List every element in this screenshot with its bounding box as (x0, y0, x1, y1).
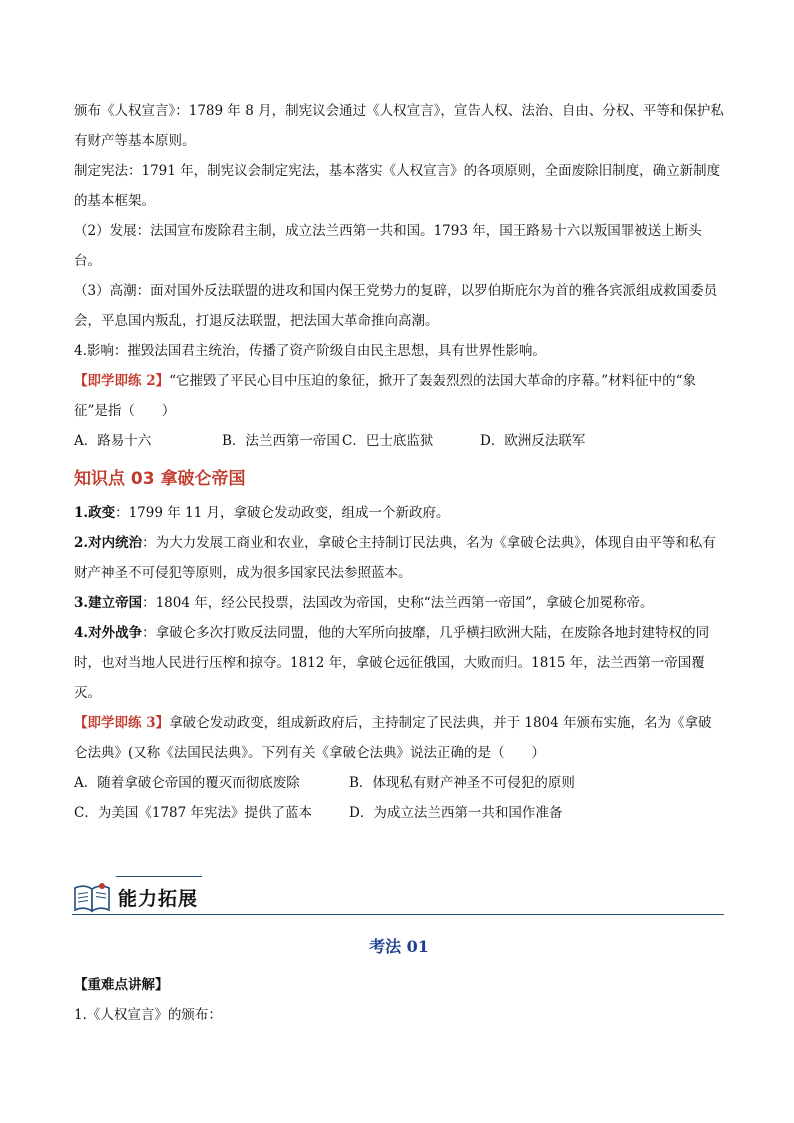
key-point-1: 1.《人权宣言》的颁布： (74, 1007, 222, 1023)
item-text: ：拿破仑多次打败反法同盟，他的大军所向披靡，几乎横扫欧洲大陆，在废除各地封建特权的同时，也对当地人民进行压榨和掠夺。1812 年，拿破仑远征俄国，大败而归。1815 年，法兰西第一帝国覆灭。 (74, 625, 710, 701)
item-label: 2.对内统治 (74, 535, 143, 551)
paragraph-impact: 4.影响：摧毁法国君主统治，传播了资产阶级自由民主思想，具有世界性影响。 (74, 343, 546, 359)
section-item-coup (74, 498, 724, 528)
method-title: 考法 01 (369, 937, 429, 956)
item-label: 4.对外战争 (74, 625, 143, 641)
ability-title: 能力拓展 (118, 888, 199, 910)
practice-2-options (74, 426, 724, 456)
option-d[interactable]: D．欧洲反法联军 (480, 433, 586, 449)
practice-2-text: “它摧毁了平民心目中压迫的象征，掀开了轰轰烈烈的法国大革命的序幕。”材料征中的“象征”是指（ ） (74, 373, 697, 419)
ability-banner (72, 876, 724, 918)
paragraph-climax: （3）高潮：面对国外反法联盟的进攻和国内保王党势力的复辟，以罗伯斯庇尔为首的雅各宾派组成救国委员会，平息国内叛乱，打退反法联盟，把法国大革命推向高潮。 (74, 283, 718, 329)
section-item-empire (74, 588, 724, 618)
option-c[interactable]: C．巴士底监狱 (342, 433, 434, 449)
item-label: 3.建立帝国 (74, 595, 143, 611)
open-book-icon (72, 880, 112, 914)
key-points-label: 【重难点讲解】 (74, 977, 169, 993)
practice-3-text: 拿破仑发动政变，组成新政府后，主持制定了民法典，并于 1804 年颁布实施，名为《拿破仑法典》(又称《法国民法典》。下列有关《拿破仑法典》说法正确的是（ ） (74, 715, 712, 761)
item-label: 1.政变 (74, 505, 116, 521)
practice-3-options-row1 (74, 768, 724, 798)
key-points (74, 970, 724, 1030)
banner-top-line (116, 876, 202, 877)
option-b[interactable]: B．体现私有财产神圣不可侵犯的原则 (349, 775, 575, 791)
section-item-domestic (74, 528, 724, 588)
banner-bottom-line (72, 914, 724, 915)
item-text: ：1804 年，经公民投票，法国改为帝国，史称“法兰西第一帝国”，拿破仑加冕称帝。 (142, 595, 654, 611)
section-title-napoleon: 知识点 03 拿破仑帝国 (74, 469, 246, 489)
practice-2-question (74, 366, 724, 426)
item-text: ：为大力发展工商业和农业，拿破仑主持制订民法典，名为《拿破仑法典》，体现自由平等和私有财产神圣不可侵犯等原则，成为很多国家民法参照蓝本。 (74, 535, 716, 581)
practice-3-label: 【即学即练 3】 (74, 715, 170, 731)
section-item-war (74, 618, 724, 708)
page-content (74, 96, 724, 828)
option-c[interactable]: C．为美国《1787 年宪法》提供了蓝本 (74, 805, 312, 821)
option-a[interactable]: A．随着拿破仑帝国的覆灭而彻底废除 (74, 775, 300, 791)
option-a[interactable]: A．路易十六 (74, 433, 152, 449)
practice-2-label: 【即学即练 2】 (74, 373, 170, 389)
paragraph-human-rights: 颁布《人权宣言》：1789 年 8 月，制宪议会通过《人权宣言》，宣告人权、法治、自由、分权、平等和保护私有财产等基本原则。 (74, 103, 724, 149)
paragraph-constitution: 制定宪法：1791 年，制宪议会制定宪法，基本落实《人权宣言》的各项原则，全面废除旧制度，确立新制度的基本框架。 (74, 163, 721, 209)
practice-3-options-row2 (74, 798, 724, 828)
option-b[interactable]: B．法兰西第一帝国 (222, 433, 340, 449)
paragraph-development: （2）发展：法国宣布废除君主制，成立法兰西第一共和国。1793 年，国王路易十六以叛国罪被送上断头台。 (74, 223, 702, 269)
item-text: ：1799 年 11 月，拿破仑发动政变，组成一个新政府。 (115, 505, 450, 521)
option-d[interactable]: D．为成立法兰西第一共和国作准备 (349, 805, 563, 821)
practice-3-question (74, 708, 724, 768)
